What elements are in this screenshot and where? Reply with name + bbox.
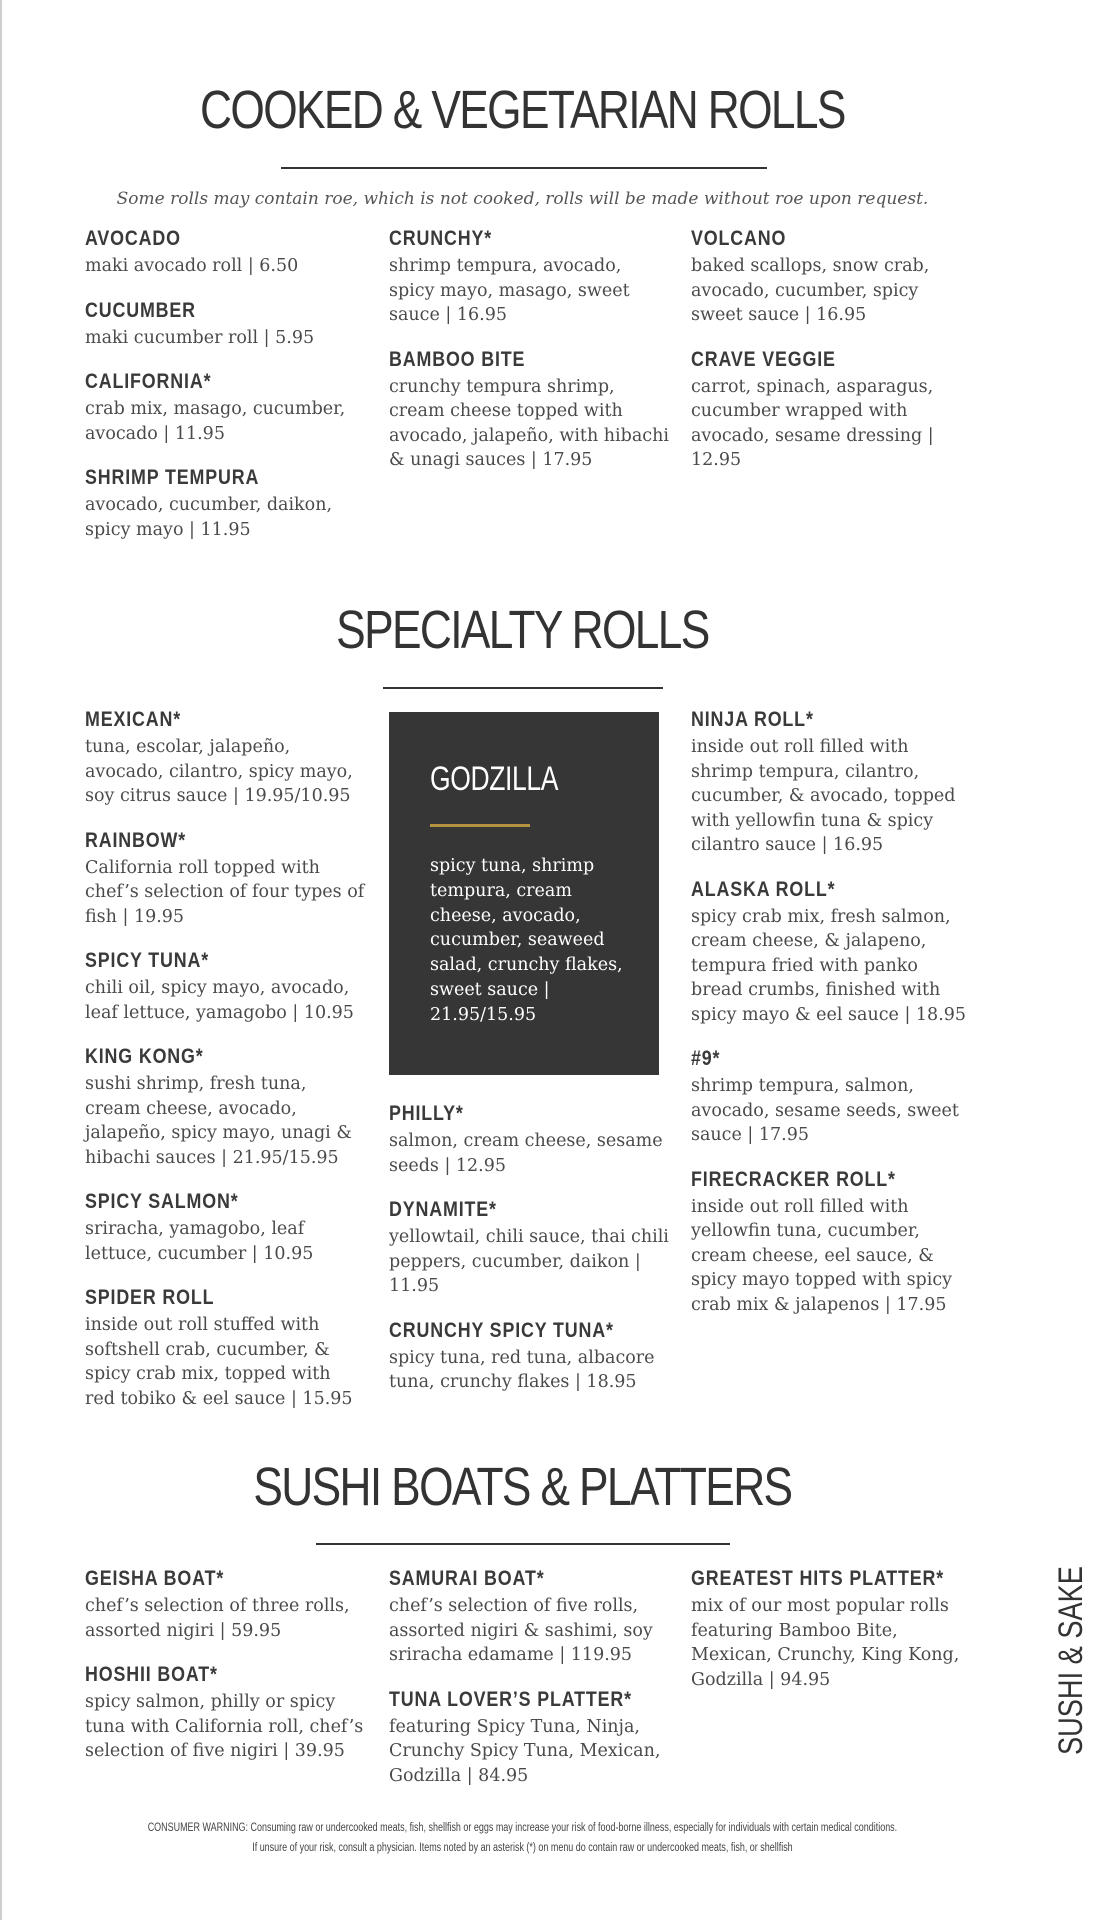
cooked-col-2: [389, 226, 669, 473]
item-desc: mix of our most popular rolls featuring Bamboo Bite, Mexican, Crunchy, King Kong, Godzilla | 94.95: [691, 1596, 960, 1690]
item-name: SAMURAI BOAT*: [389, 1567, 545, 1590]
item-desc: tuna, escolar, jalapeño, avocado, cilantro, spicy mayo, soy citrus sauce | 19.95/10.95: [85, 737, 353, 806]
item-desc: chef’s selection of three rolls, assorted nigiri | 59.95: [85, 1596, 350, 1641]
menu-item: [389, 226, 669, 328]
section-title-boats: SUSHI BOATS & PLATTERS: [253, 1457, 792, 1517]
specialty-col-3: [691, 707, 971, 1317]
page-edge: [0, 0, 2, 1920]
cooked-col-1: [85, 226, 365, 542]
item-desc: maki cucumber roll | 5.95: [85, 327, 315, 348]
menu-item: [691, 1046, 971, 1148]
item-name: SHRIMP TEMPURA: [85, 466, 260, 489]
item-desc: spicy salmon, philly or spicy tuna with California roll, chef’s selection of five nigiri | 39.95: [85, 1692, 364, 1761]
item-name: CRUNCHY*: [389, 227, 493, 250]
item-name: AVOCADO: [85, 227, 181, 250]
item-name: SPICY TUNA*: [85, 949, 210, 972]
item-desc: California roll topped with chef’s selection of four types of fish | 19.95: [85, 857, 365, 927]
item-name: #9*: [691, 1047, 721, 1070]
menu-item: [691, 1167, 971, 1318]
item-desc: crunchy tempura shrimp, cream cheese topped with avocado, jalapeño, with hibachi & unagi sauces | 17.95: [389, 376, 669, 470]
item-name: BAMBOO BITE: [389, 347, 526, 371]
menu-item: [85, 948, 365, 1025]
item-desc: yellowtail, chili sauce, thai chili peppers, cucumber, daikon | 11.95: [389, 1227, 669, 1296]
boats-col-3: [691, 1566, 971, 1692]
item-name: DYNAMITE*: [389, 1198, 497, 1221]
item-name: SPICY SALMON*: [85, 1190, 239, 1213]
boats-col-2: [389, 1566, 669, 1788]
cooked-col-3: [691, 226, 971, 473]
menu-item: [691, 226, 971, 328]
item-desc: avocado, cucumber, daikon, spicy mayo | 11.95: [85, 495, 333, 540]
consumer-warning: [0, 1818, 1045, 1858]
specialty-col-2: [389, 1101, 669, 1395]
roe-note: Some rolls may contain roe, which is not cooked, rolls will be made without roe upon request.: [116, 189, 929, 209]
specialty-col-1: [85, 707, 365, 1411]
item-name: MEXICAN*: [85, 708, 182, 731]
menu-item: [85, 465, 365, 542]
item-name: SPIDER ROLL: [85, 1286, 215, 1309]
item-name: CUCUMBER: [85, 298, 196, 322]
item-name: FIRECRACKER ROLL*: [691, 1167, 896, 1191]
menu-item: [85, 226, 365, 279]
item-name: GREATEST HITS PLATTER*: [691, 1567, 945, 1590]
item-name: TUNA LOVER’S PLATTER*: [389, 1687, 632, 1711]
item-desc: baked scallops, snow crab, avocado, cucumber, spicy sweet sauce | 16.95: [691, 256, 930, 325]
menu-item: [691, 707, 971, 858]
section-title-cooked: COOKED & VEGETARIAN ROLLS: [200, 80, 845, 140]
item-desc: inside out roll filled with shrimp tempura, cilantro, cucumber, & avocado, topped with yellowfin tuna & spicy cilantro sauce | 16.95: [691, 737, 956, 855]
item-name: PHILLY*: [389, 1102, 464, 1125]
item-name: NINJA ROLL*: [691, 708, 814, 731]
consumer-warning-line-2: If unsure of your risk, consult a physician. Items noted by an asterisk (*) on menu do contain raw or undercooked meats, fish, or shellfish: [252, 1842, 793, 1854]
item-desc: carrot, spinach, asparagus, cucumber wrapped with avocado, sesame dressing | 12.95: [691, 376, 934, 470]
menu-item: [691, 1566, 971, 1692]
menu-item: [85, 298, 365, 351]
item-desc: shrimp tempura, salmon, avocado, sesame seeds, sweet sauce | 17.95: [691, 1076, 959, 1145]
menu-item: [389, 1318, 669, 1395]
menu-item: [389, 1687, 669, 1789]
featured-roll-name: GODZILLA: [430, 760, 559, 798]
menu-item: [85, 1044, 365, 1170]
item-desc: spicy crab mix, fresh salmon, cream cheese, & jalapeno, tempura fried with panko bread crumbs, finished with spicy mayo & eel sauce | 18.95: [691, 906, 967, 1025]
menu-item: [85, 369, 365, 446]
item-desc: shrimp tempura, avocado, spicy mayo, masago, sweet sauce | 16.95: [389, 256, 630, 325]
item-name: CRAVE VEGGIE: [691, 347, 836, 371]
section-rule-cooked: [281, 167, 767, 169]
item-name: GEISHA BOAT*: [85, 1567, 225, 1590]
menu-item: [85, 707, 365, 809]
item-desc: featuring Spicy Tuna, Ninja, Crunchy Spicy Tuna, Mexican, Godzilla | 84.95: [389, 1716, 661, 1786]
item-desc: crab mix, masago, cucumber, avocado | 11.95: [85, 399, 346, 444]
item-desc: chef’s selection of five rolls, assorted nigiri & sashimi, soy sriracha edamame | 119.95: [389, 1596, 653, 1665]
item-name: VOLCANO: [691, 227, 787, 250]
menu-item: [389, 1197, 669, 1299]
menu-item: [85, 1285, 365, 1411]
featured-roll-card: [389, 712, 659, 1075]
menu-item: [85, 1662, 365, 1764]
featured-roll-desc: spicy tuna, shrimp tempura, cream cheese, avocado, cucumber, seaweed salad, crunchy flakes, sweet sauce | 21.95/15.95: [430, 856, 623, 1025]
featured-roll-rule: [430, 824, 530, 827]
item-desc: chili oil, spicy mayo, avocado, leaf lettuce, yamagobo | 10.95: [85, 978, 354, 1023]
menu-item: [85, 1189, 365, 1266]
item-desc: sushi shrimp, fresh tuna, cream cheese, avocado, jalapeño, spicy mayo, unagi & hibachi sauces | 21.95/15.95: [85, 1074, 352, 1168]
menu-item: [691, 347, 971, 473]
menu-item: [691, 877, 971, 1028]
item-name: ALASKA ROLL*: [691, 877, 836, 901]
item-name: CALIFORNIA*: [85, 370, 212, 393]
section-title-specialty: SPECIALTY ROLLS: [336, 600, 709, 660]
menu-item: [389, 347, 669, 473]
section-rule-boats: [316, 1543, 730, 1545]
item-name: HOSHII BOAT*: [85, 1663, 218, 1686]
item-name: CRUNCHY SPICY TUNA*: [389, 1318, 614, 1342]
item-desc: sriracha, yamagobo, leaf lettuce, cucumber | 10.95: [85, 1219, 314, 1264]
item-desc: spicy tuna, red tuna, albacore tuna, crunchy flakes | 18.95: [389, 1347, 655, 1392]
item-desc: maki avocado roll | 6.50: [85, 256, 299, 276]
item-name: KING KONG*: [85, 1045, 204, 1068]
brand-text: SUSHI & SAKE: [1052, 1566, 1090, 1755]
item-desc: inside out roll stuffed with softshell crab, cucumber, & spicy crab mix, topped with red tobiko & eel sauce | 15.95: [85, 1315, 353, 1409]
menu-item: [389, 1101, 669, 1178]
menu-item: [389, 1566, 669, 1668]
item-desc: inside out roll filled with yellowfin tuna, cucumber, cream cheese, eel sauce, & spicy mayo topped with spicy crab mix & jalapenos | 17.95: [691, 1196, 953, 1315]
menu-item: [85, 1566, 365, 1643]
item-name: RAINBOW*: [85, 828, 187, 852]
item-desc: salmon, cream cheese, sesame seeds | 12.95: [389, 1131, 663, 1176]
menu-item: [85, 828, 365, 930]
section-rule-specialty: [383, 687, 663, 689]
boats-col-1: [85, 1566, 365, 1764]
consumer-warning-line-1: CONSUMER WARNING: Consuming raw or undercooked meats, fish, shellfish or eggs may increase your risk of food-borne illness, especially for individuals with certain medical conditions.: [147, 1822, 898, 1834]
